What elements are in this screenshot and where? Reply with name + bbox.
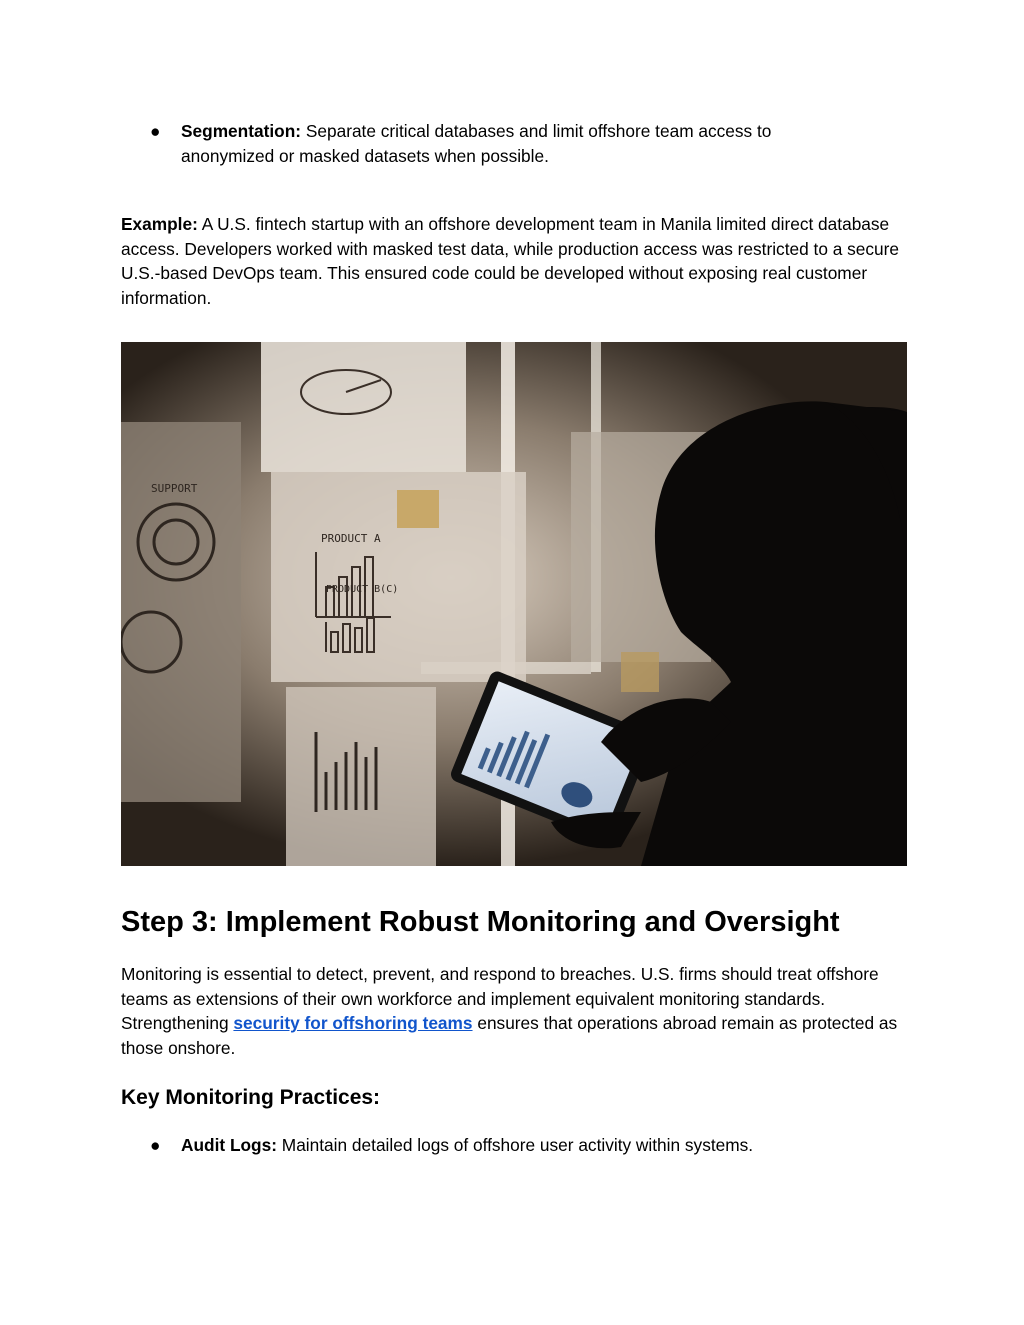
audit-logs-bullet (150, 1133, 850, 1159)
example-text: A U.S. fintech startup with an offshore development team in Manila limited direct database access. Developers worked with masked test data, while production access was restricted to a secure U.S.-based DevOps team. This ensured code could be developed without exposing real customer information. (121, 214, 900, 308)
example-paragraph (121, 212, 911, 310)
example-label: Example: (121, 214, 198, 234)
photo-person-with-tablet (121, 342, 907, 866)
bullet-body: Separate critical databases and limit offshore team access to anonymized or masked datasets when possible. (181, 121, 772, 166)
step3-text-after: ensures that operations abroad remain as protected as those onshore. (121, 1013, 898, 1058)
paper-sheet (286, 687, 436, 866)
bullet-marker: ● (150, 121, 161, 141)
sticky-note (621, 652, 659, 692)
board-label: PRODUCT B(C) (326, 584, 399, 595)
board-label: SUPPORT (151, 482, 198, 495)
bullet-text (181, 1133, 841, 1158)
key-monitoring-heading: Key Monitoring Practices: (121, 1086, 381, 1109)
bullet-body: Maintain detailed logs of offshore user activity within systems. (281, 1135, 754, 1155)
step3-heading: Step 3: Implement Robust Monitoring and Oversight (121, 906, 840, 938)
board-label: PRODUCT A (321, 532, 381, 545)
bullet-label: Segmentation: (181, 121, 302, 141)
security-offshoring-link[interactable]: security for offshoring teams (233, 1013, 473, 1034)
bullet-marker: ● (150, 1135, 161, 1155)
sticky-note (397, 490, 439, 528)
paper-sheet (121, 422, 241, 802)
paper-sheet (261, 342, 466, 472)
segmentation-bullet (150, 119, 850, 169)
step3-paragraph (121, 962, 911, 1060)
step3-text-before: Monitoring is essential to detect, prevent, and respond to breaches. U.S. firms should treat offshore teams as extensions of their own workforce and implement equivalent monitoring standards. Strengthening (121, 964, 879, 1034)
bullet-label: Audit Logs: (181, 1135, 277, 1155)
bullet-text (181, 119, 841, 168)
